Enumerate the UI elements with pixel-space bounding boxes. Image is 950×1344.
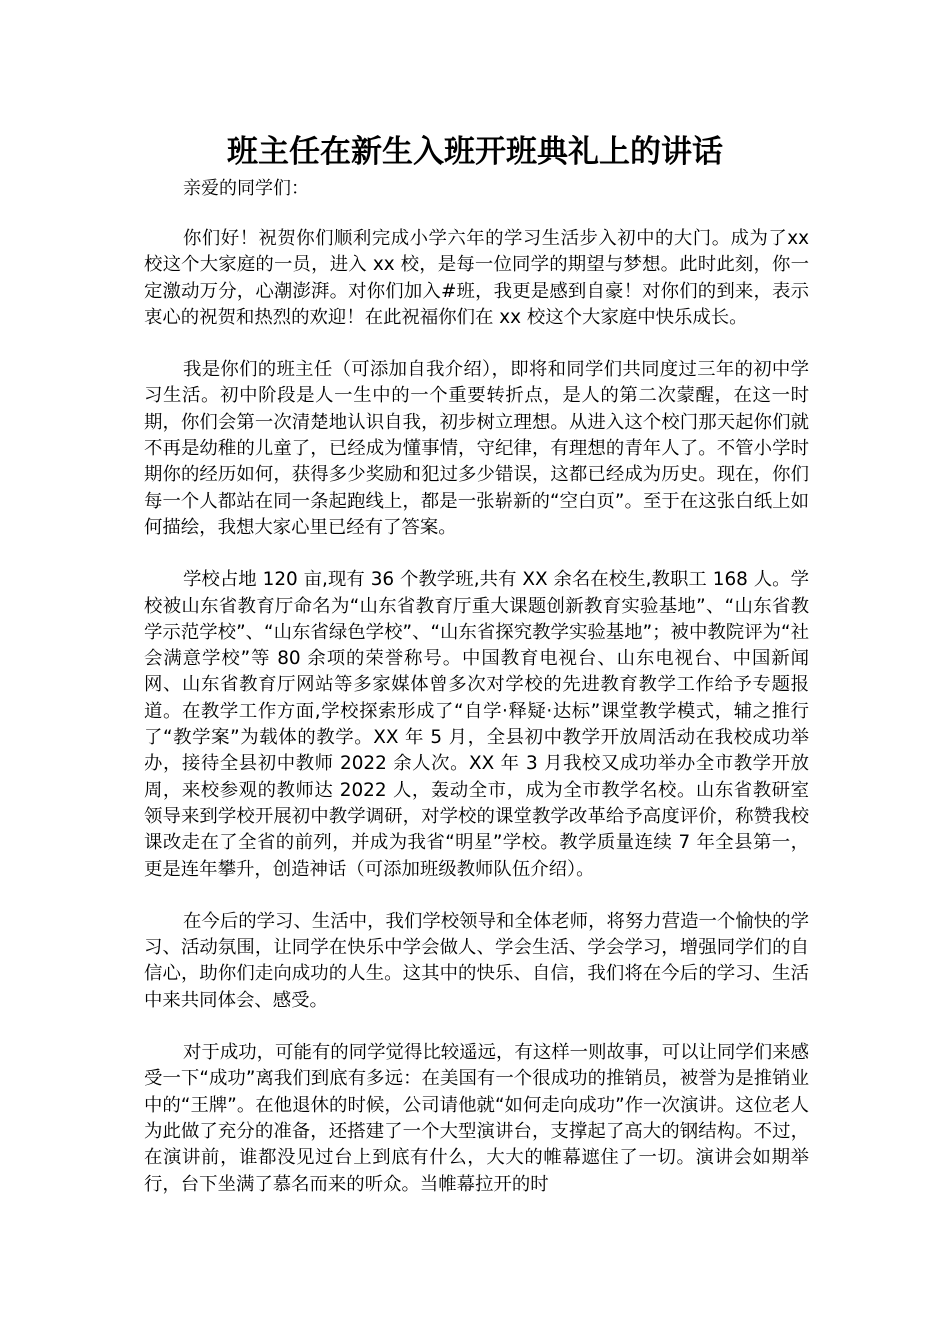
body-text bbox=[144, 226, 809, 1224]
paragraph-greeting: 你们好！祝贺你们顺利完成小学六年的学习生活步入初中的大门。成为了xx 校这个大家庭的一员，进入 xx 校，是每一位同学的期望与梦想。此时此刻，你一定激动万分，心潮澎湃。对你们加入#班，我更是感到自豪！对你们的到来，表示衷心的祝贺和热烈的欢迎！在此祝福你们在 xx 校这个大家庭中快乐成长。 bbox=[144, 228, 809, 328]
document-title: 班主任在新生入班开班典礼上的讲话 bbox=[227, 134, 723, 170]
paragraph-future: 在今后的学习、生活中，我们学校领导和全体老师，将努力营造一个愉快的学习、活动氛围，让同学在快乐中学会做人、学会生活、学会学习，增强同学们的自信心，助你们走向成功的人生。这其中的快乐、自信，我们将在今后的学习、生活中来共同体会、感受。 bbox=[144, 910, 809, 1011]
salutation: 亲爱的同学们： bbox=[183, 178, 309, 199]
paragraph-success-story: 对于成功，可能有的同学觉得比较遥远，有这样一则故事，可以让同学们来感受一下“成功”离我们到底有多远：在美国有一个很成功的推销员，被誉为是推销业中的“王牌”。在他退休的时候，公司请他就“如何走向成功”作一次演讲。这位老人为此做了充分的准备，还搭建了一个大型演讲台，支撑起了高大的钢结构。不过，在演讲前，谁都没见过台上到底有什么，大大的帷幕遮住了一切。演讲会如期举行，台下坐满了慕名而来的听众。当帷幕拉开的时 bbox=[144, 1042, 809, 1195]
paragraph-teacher-intro: 我是你们的班主任（可添加自我介绍），即将和同学们共同度过三年的初中学习生活。初中阶段是人一生中的一个重要转折点，是人的第二次蒙醒，在这一时期，你们会第一次清楚地认识自我，初步树立理想。从进入这个校门那天起你们就不再是幼稚的儿童了，已经成为懂事情，守纪律，有理想的青年人了。不管小学时期你的经历如何，获得多少奖励和犯过多少错误，这都已经成为历史。现在，你们每一个人都站在同一条起跑线上，都是一张崭新的“空白页”。至于在这张白纸上如何描绘，我想大家心里已经有了答案。 bbox=[144, 359, 809, 538]
paragraph-school-intro: 学校占地 120 亩,现有 36 个教学班,共有 XX 余名在校生,教职工 168 人。学校被山东省教育厅命名为“山东省教育厅重大课题创新教育实验基地”、“山东省教学示范学校”、“山东省绿色学校”、“山东省探究教学实验基地”；被中教院评为“社会满意学校”等 80 余项的荣誉称号。中国教育电视台、山东电视台、中国新闻网、山东省教育厅网站等多家媒体曾多次对学校的先进教育教学工作给予专题报道。在教学工作方面,学校探索形成了“自学·释疑·达标”课堂教学模式，辅之推行了“教学案”为载体的教学。XX 年 5 月，全县初中教学开放周活动在我校成功举办，接待全县初中教师 2022 余人次。XX 年 3 月我校又成功举办全市教学开放周，来校参观的教师达 2022 人，轰动全市，成为全市教学名校。山东省教研室领导来到学校开展初中教学调研，对学校的课堂教学改革给予高度评价，称赞我校课改走在了全省的前列，并成为我省“明星”学校。教学质量连续 7 年全县第一，更是连年攀升，创造神话（可添加班级教师队伍介绍）。 bbox=[144, 569, 809, 880]
